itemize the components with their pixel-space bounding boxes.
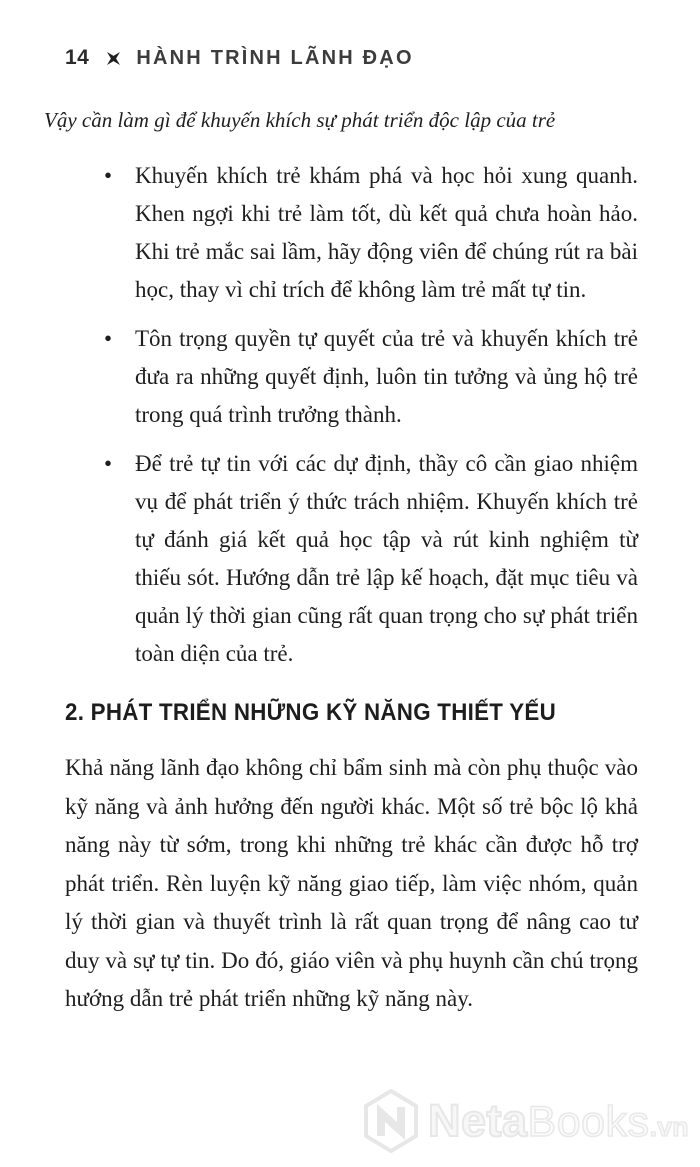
netabooks-watermark <box>363 1089 689 1153</box>
bullet-list <box>0 157 700 673</box>
watermark-text <box>428 1095 689 1146</box>
watermark-tld: .vn <box>649 1112 689 1142</box>
bullet-text: Tôn trọng quyền tự quyết của trẻ và khuyến khích trẻ đưa ra những quyết định, luôn tin tưởng và ủng hộ trẻ trong quá trình trưởng thành. <box>135 326 638 427</box>
watermark-brand-primary: Neta <box>428 1095 528 1146</box>
lead-italic-line: Vậy cần làm gì để khuyến khích sự phát triển độc lập của trẻ <box>44 108 556 132</box>
running-header <box>65 46 638 70</box>
list-item <box>65 157 638 309</box>
bullet-text: Khuyến khích trẻ khám phá và học hỏi xung quanh. Khen ngợi khi trẻ làm tốt, dù kết quả chưa hoàn hảo. Khi trẻ mắc sai lầm, hãy động viên để chúng rút ra bài học, thay vì chỉ trích để không làm trẻ mất tự tin. <box>135 163 638 302</box>
page-number: 14 <box>65 46 90 69</box>
book-page <box>0 46 700 1167</box>
body-paragraph: Khả năng lãnh đạo không chỉ bẩm sinh mà còn phụ thuộc vào kỹ năng và ảnh hưởng đến người khác. Một số trẻ bộc lộ khả năng này từ sớm, trong khi những trẻ khác cần được hỗ trợ phát triển. Rèn luyện kỹ năng giao tiếp, làm việc nhóm, quản lý thời gian và thuyết trình là rất quan trọng để nâng cao tư duy và sự tự tin. Do đó, giáo viên và phụ huynh cần chú trọng hướng dẫn trẻ phát triển những kỹ năng này. <box>65 755 638 1011</box>
four-pointed-star-icon <box>107 52 120 65</box>
bullet-marker: • <box>104 163 113 188</box>
book-title: HÀNH TRÌNH LÃNH ĐẠO <box>136 46 414 69</box>
bullet-marker: • <box>104 451 113 476</box>
list-item <box>65 320 638 434</box>
bullet-marker: • <box>104 326 113 351</box>
list-item <box>65 445 638 673</box>
section-heading: 2. PHÁT TRIỂN NHỮNG KỸ NĂNG THIẾT YẾU <box>65 699 556 726</box>
bullet-text: Để trẻ tự tin với các dự định, thầy cô cần giao nhiệm vụ để phát triển ý thức trách nhiệm. Khuyến khích trẻ tự đánh giá kết quả học tập và rút kinh nghiệm từ thiếu sót. Hướng dẫn trẻ lập kế hoạch, đặt mục tiêu và quản lý thời gian cũng rất quan trọng cho sự phát triển toàn diện của trẻ. <box>135 451 638 666</box>
watermark-brand-secondary: Books <box>527 1098 650 1146</box>
netabooks-hexagon-logo-icon <box>363 1089 419 1153</box>
